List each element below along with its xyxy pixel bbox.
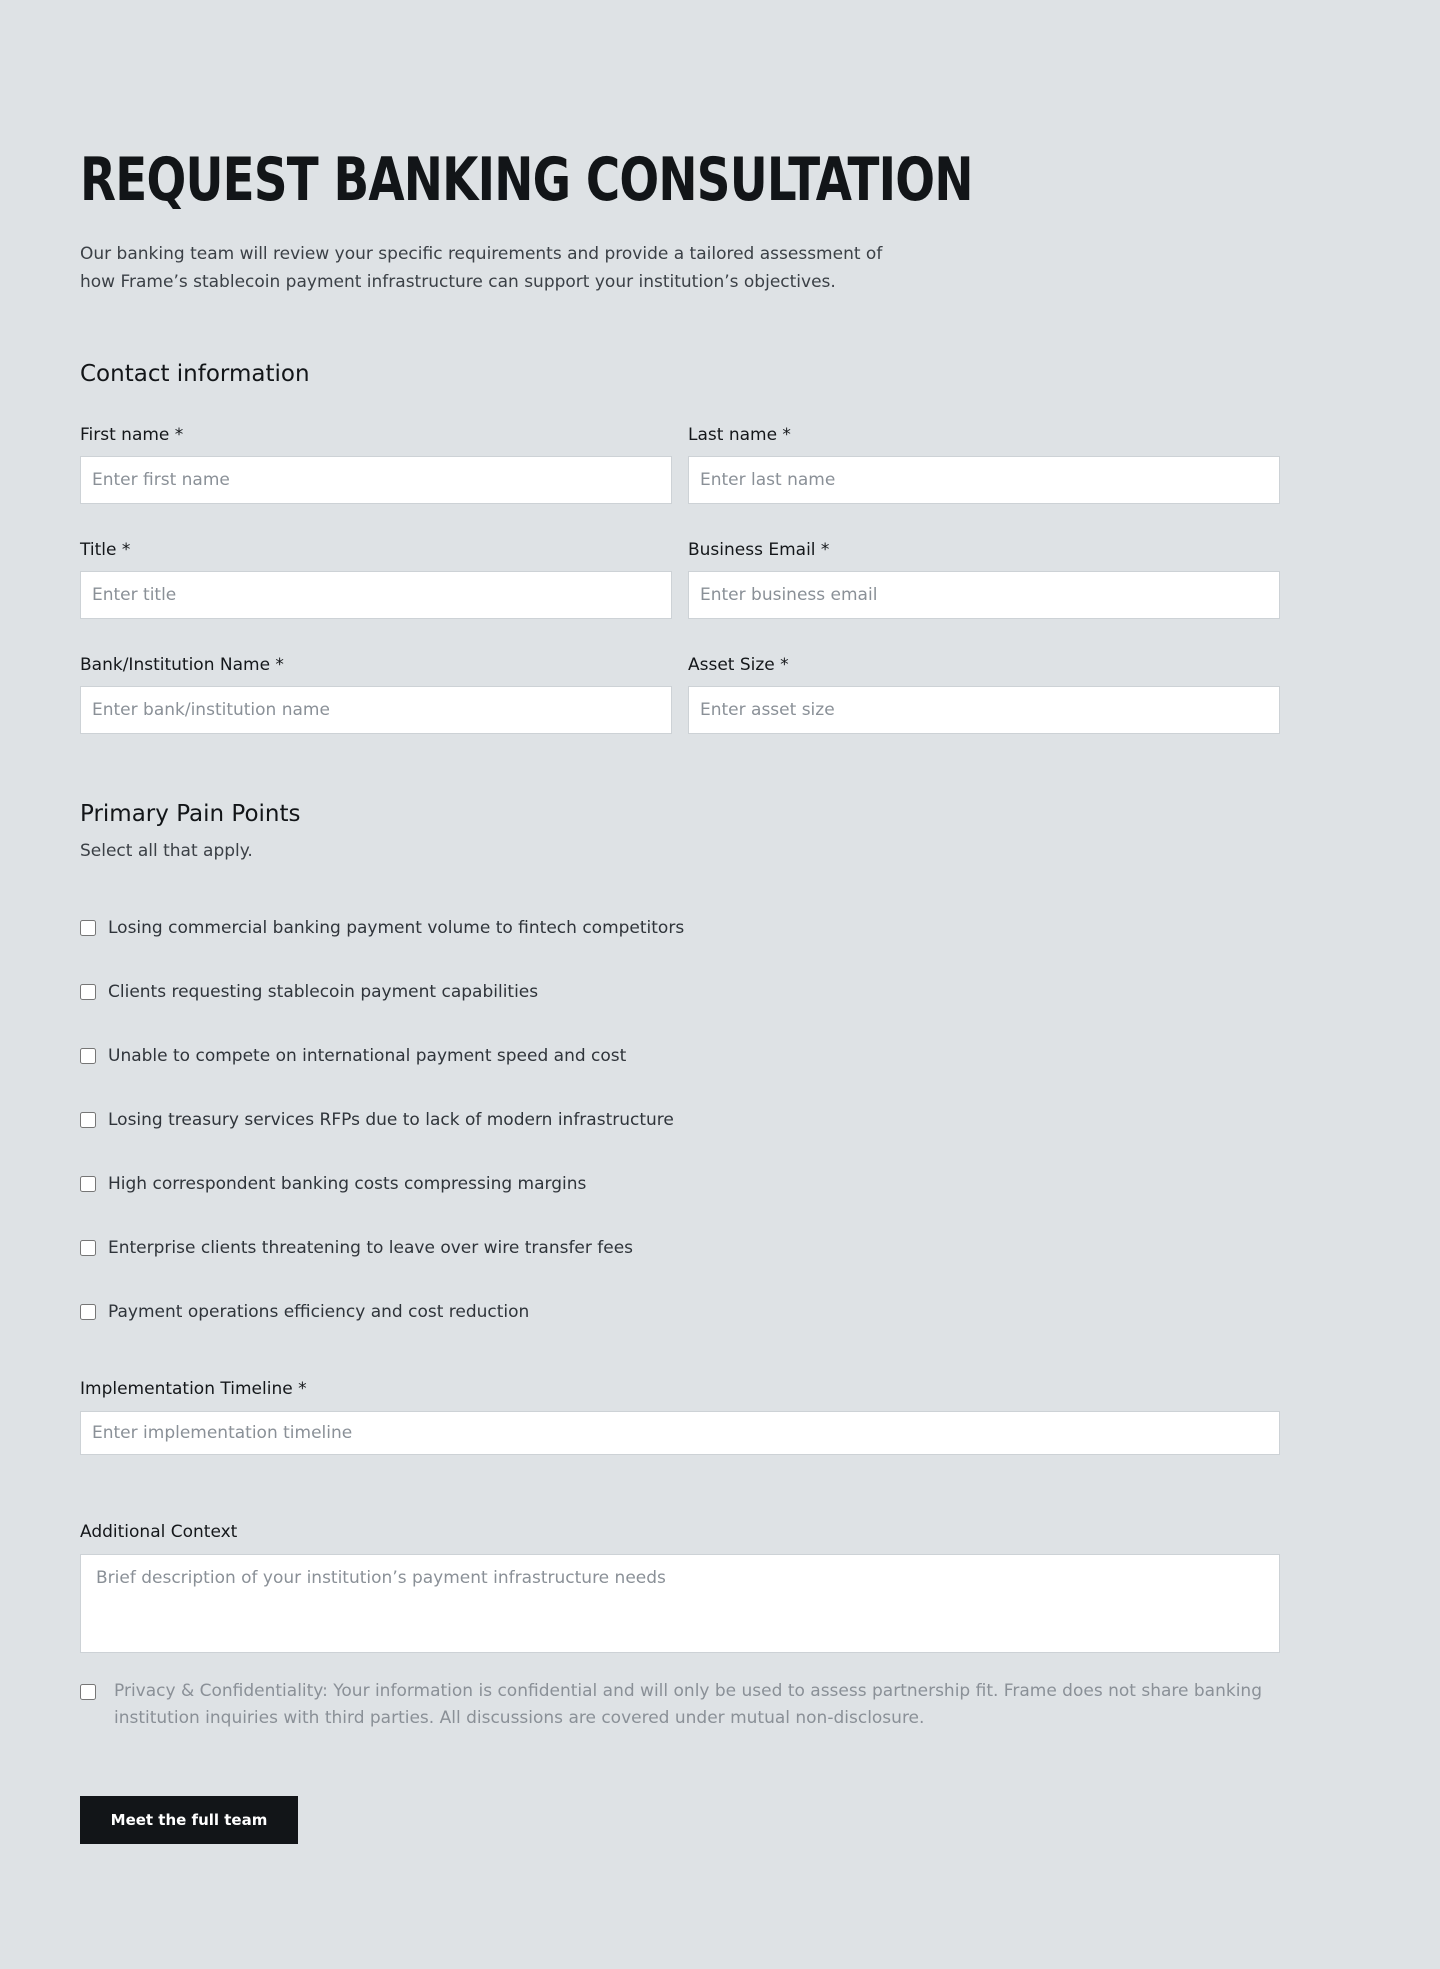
- pain-point-option[interactable]: [80, 1044, 626, 1068]
- pain-points-subtext: Select all that apply.: [80, 841, 253, 861]
- pain-point-option[interactable]: [80, 980, 538, 1004]
- pain-point-checkbox[interactable]: [80, 920, 96, 936]
- page-title: REQUEST BANKING CONSULTATION: [80, 145, 973, 215]
- additional-context-label: Additional Context: [80, 1522, 238, 1542]
- pain-point-label: Losing commercial banking payment volume to fintech competitors: [108, 918, 685, 938]
- pain-point-checkbox[interactable]: [80, 1304, 96, 1320]
- pain-point-checkbox[interactable]: [80, 984, 96, 1000]
- pain-point-option[interactable]: [80, 1172, 586, 1196]
- asset-size-input[interactable]: [688, 686, 1280, 734]
- timeline-label: Implementation Timeline *: [80, 1379, 307, 1399]
- pain-point-label: Clients requesting stablecoin payment capabilities: [108, 982, 539, 1002]
- first-name-input[interactable]: [80, 456, 672, 504]
- timeline-input[interactable]: [80, 1411, 1280, 1455]
- intro-text: Our banking team will review your specific requirements and provide a tailored assessment of how Frame’s stablecoin payment infrastructure can support your institution’s objectives.: [80, 244, 883, 292]
- pain-point-label: Payment operations efficiency and cost reduction: [108, 1302, 530, 1322]
- pain-point-option[interactable]: [80, 916, 684, 940]
- privacy-text: Privacy & Confidentiality: Your information is confidential and will only be used to assess partnership fit. Frame does not share banking institution inquiries with third parties. All discussions are covered under mutual non-disclosure.: [114, 1681, 1262, 1728]
- pain-points-heading: Primary Pain Points: [80, 801, 301, 827]
- privacy-checkbox[interactable]: [80, 1684, 96, 1700]
- institution-name-input[interactable]: [80, 686, 672, 734]
- pain-point-label: Losing treasury services RFPs due to lack of modern infrastructure: [108, 1110, 674, 1130]
- pain-point-checkbox[interactable]: [80, 1048, 96, 1064]
- additional-context-textarea[interactable]: [80, 1554, 1280, 1653]
- business-email-label: Business Email *: [688, 540, 830, 560]
- business-email-input[interactable]: [688, 571, 1280, 619]
- pain-point-option[interactable]: [80, 1236, 633, 1260]
- title-input[interactable]: [80, 571, 672, 619]
- pain-point-checkbox[interactable]: [80, 1176, 96, 1192]
- pain-point-option[interactable]: [80, 1300, 529, 1324]
- last-name-label: Last name *: [688, 425, 791, 445]
- pain-point-checkbox[interactable]: [80, 1112, 96, 1128]
- pain-point-label: Unable to compete on international payment speed and cost: [108, 1046, 627, 1066]
- contact-section-heading: Contact information: [80, 361, 310, 387]
- pain-point-label: Enterprise clients threatening to leave over wire transfer fees: [108, 1238, 634, 1258]
- asset-size-label: Asset Size *: [688, 655, 789, 675]
- pain-point-label: High correspondent banking costs compressing margins: [108, 1174, 587, 1194]
- pain-point-checkbox[interactable]: [80, 1240, 96, 1256]
- submit-button[interactable]: Meet the full team: [80, 1796, 298, 1844]
- pain-point-option[interactable]: [80, 1108, 674, 1132]
- title-label: Title *: [80, 540, 131, 560]
- last-name-input[interactable]: [688, 456, 1280, 504]
- first-name-label: First name *: [80, 425, 184, 445]
- institution-name-label: Bank/Institution Name *: [80, 655, 284, 675]
